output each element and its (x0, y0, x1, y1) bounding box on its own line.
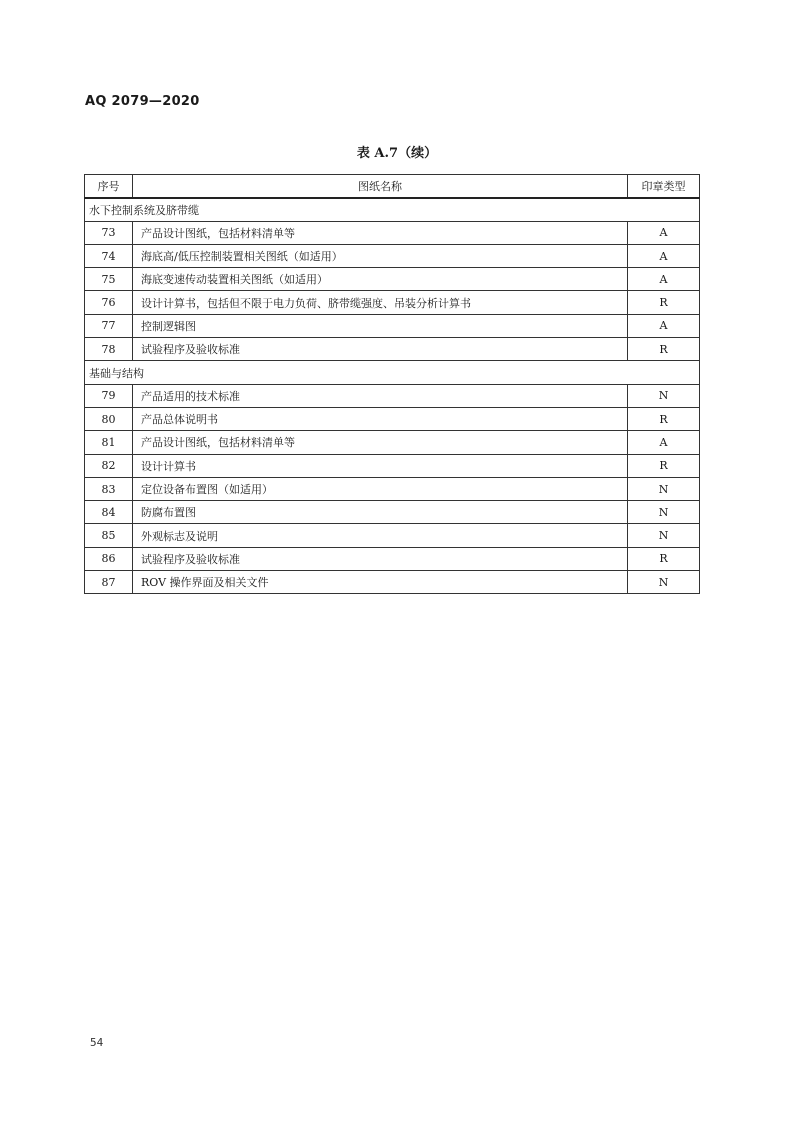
table-header-row (85, 175, 700, 198)
table-row (85, 501, 700, 524)
row-number: 82 (85, 454, 133, 477)
drawing-name: 产品总体说明书 (133, 407, 628, 430)
section-row (85, 361, 700, 384)
seal-type: A (628, 221, 700, 244)
table-row (85, 571, 700, 594)
seal-type: N (628, 384, 700, 407)
row-number: 73 (85, 221, 133, 244)
row-number: 85 (85, 524, 133, 547)
table-row (85, 268, 700, 291)
seal-type: R (628, 338, 700, 361)
standard-code: AQ 2079—2020 (85, 94, 200, 109)
seal-type: R (628, 291, 700, 314)
table-row (85, 431, 700, 454)
page-number: 54 (90, 1036, 104, 1049)
table-body (85, 198, 700, 594)
seal-type: A (628, 431, 700, 454)
seal-type: R (628, 547, 700, 570)
seal-type: N (628, 477, 700, 500)
row-number: 78 (85, 338, 133, 361)
row-number: 81 (85, 431, 133, 454)
row-number: 76 (85, 291, 133, 314)
drawing-name: 设计计算书，包括但不限于电力负荷、脐带缆强度、吊装分析计算书 (133, 291, 628, 314)
row-number: 87 (85, 571, 133, 594)
table-row (85, 407, 700, 430)
table-row (85, 244, 700, 267)
drawing-name: 试验程序及验收标准 (133, 338, 628, 361)
drawing-name: 产品适用的技术标准 (133, 384, 628, 407)
drawing-name: 海底变速传动装置相关图纸（如适用） (133, 268, 628, 291)
table-row (85, 221, 700, 244)
drawing-name: 产品设计图纸，包括材料清单等 (133, 221, 628, 244)
seal-type: R (628, 454, 700, 477)
seal-type: N (628, 524, 700, 547)
row-number: 84 (85, 501, 133, 524)
table-row (85, 384, 700, 407)
drawing-name: 防腐布置图 (133, 501, 628, 524)
column-header-name: 图纸名称 (133, 175, 628, 198)
row-number: 75 (85, 268, 133, 291)
drawing-name: 产品设计图纸，包括材料清单等 (133, 431, 628, 454)
section-row (85, 198, 700, 221)
seal-type: N (628, 501, 700, 524)
table-row (85, 338, 700, 361)
row-number: 86 (85, 547, 133, 570)
row-number: 74 (85, 244, 133, 267)
seal-type: A (628, 244, 700, 267)
row-number: 79 (85, 384, 133, 407)
table-row (85, 547, 700, 570)
drawing-name: 设计计算书 (133, 454, 628, 477)
drawing-name: ROV 操作界面及相关文件 (133, 571, 628, 594)
seal-type: A (628, 314, 700, 337)
table-row (85, 314, 700, 337)
table-row (85, 477, 700, 500)
drawing-name: 海底高/低压控制装置相关图纸（如适用） (133, 244, 628, 267)
drawing-name: 定位设备布置图（如适用） (133, 477, 628, 500)
column-header-no: 序号 (85, 175, 133, 198)
seal-type: R (628, 407, 700, 430)
section-label: 水下控制系统及脐带缆 (85, 198, 700, 221)
row-number: 83 (85, 477, 133, 500)
table-row (85, 524, 700, 547)
drawing-name: 控制逻辑图 (133, 314, 628, 337)
table-row (85, 454, 700, 477)
drawings-table (84, 174, 700, 594)
seal-type: A (628, 268, 700, 291)
drawing-name: 外观标志及说明 (133, 524, 628, 547)
row-number: 80 (85, 407, 133, 430)
column-header-type: 印章类型 (628, 175, 700, 198)
section-label: 基础与结构 (85, 361, 700, 384)
table-title: 表 A.7（续） (356, 146, 438, 161)
seal-type: N (628, 571, 700, 594)
drawing-name: 试验程序及验收标准 (133, 547, 628, 570)
table-row (85, 291, 700, 314)
row-number: 77 (85, 314, 133, 337)
